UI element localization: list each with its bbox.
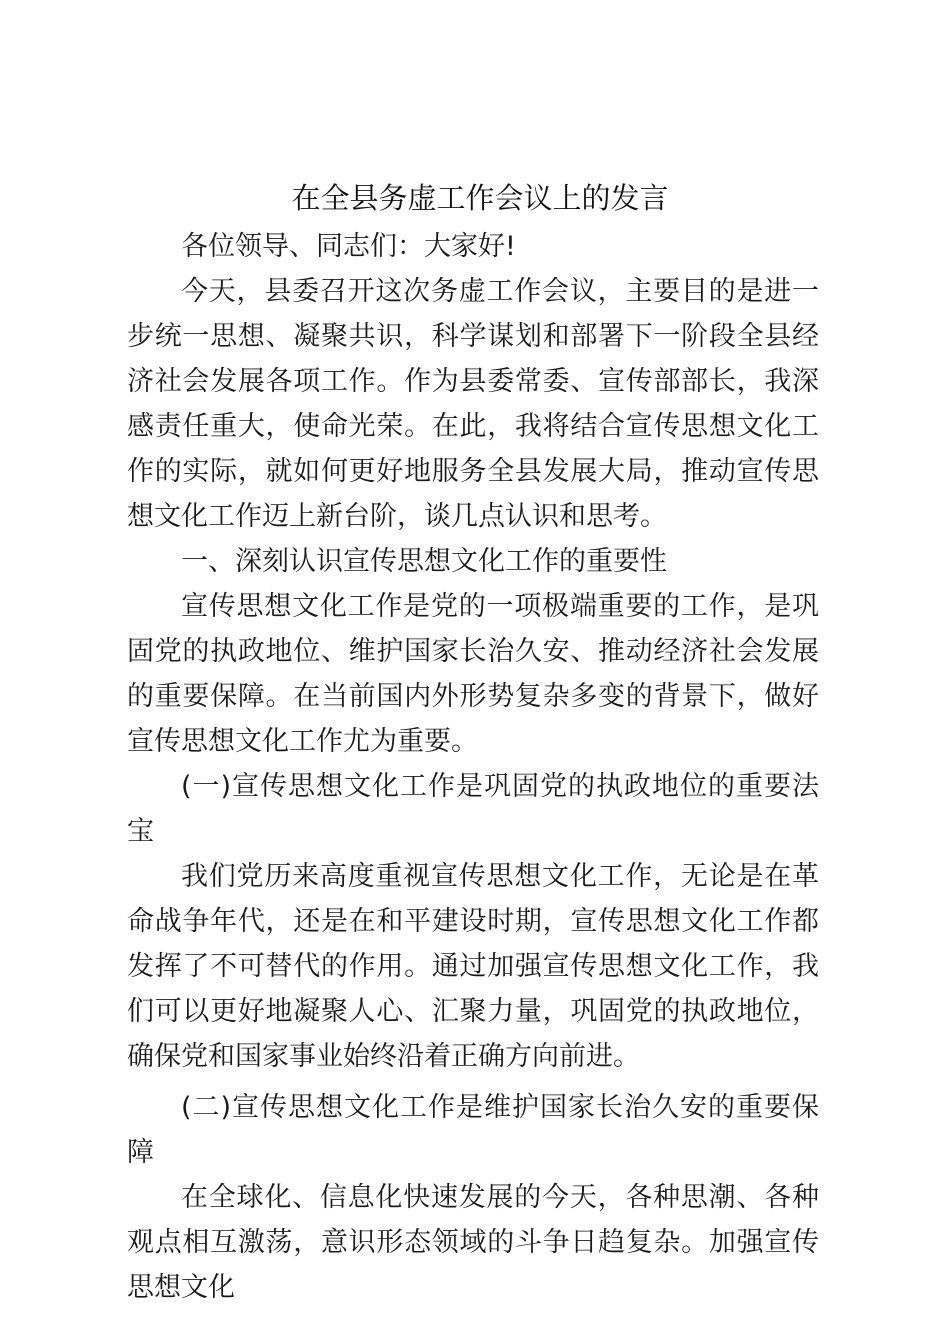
subsection-heading-2: (二)宣传思想文化工作是维护国家长治久安的重要保障 (127, 1092, 819, 1168)
paragraph-subsection-1: 我们党历来高度重视宣传思想文化工作，无论是在革命战争年代，还是在和平建设时期，宣传思想文化工作都发挥了不可替代的作用。通过加强宣传思想文化工作，我们可以更好地凝聚人心、汇聚力量，巩固党的执政地位，确保党和国家事业始终沿着正确方向前进。 (127, 861, 819, 1072)
document-body (127, 172, 819, 1310)
greeting: 各位领导、同志们：大家好! (181, 231, 516, 262)
paragraph-intro: 今天，县委召开这次务虚工作会议，主要目的是进一步统一思想、凝聚共识，科学谋划和部署下一阶段全县经济社会发展各项工作。作为县委常委、宣传部部长，我深感责任重大，使命光荣。在此，我将结合宣传思想文化工作的实际，就如何更好地服务全县发展大局，推动宣传思想文化工作迈上新台阶，谈几点认识和思考。 (127, 276, 819, 532)
section-heading-1: 一、深刻认识宣传思想文化工作的重要性 (181, 546, 667, 577)
document-title: 在全县务虚工作会议上的发言 (291, 181, 669, 215)
subsection-heading-1: (一)宣传思想文化工作是巩固党的执政地位的重要法宝 (127, 771, 819, 847)
paragraph-section-1: 宣传思想文化工作是党的一项极端重要的工作，是巩固党的执政地位、维护国家长治久安、推动经济社会发展的重要保障。在当前国内外形势复杂多变的背景下，做好宣传思想文化工作尤为重要。 (127, 591, 819, 757)
paragraph-subsection-2: 在全球化、信息化快速发展的今天，各种思潮、各种观点相互激荡，意识形态领域的斗争日趋复杂。加强宣传思想文化 (127, 1182, 819, 1303)
